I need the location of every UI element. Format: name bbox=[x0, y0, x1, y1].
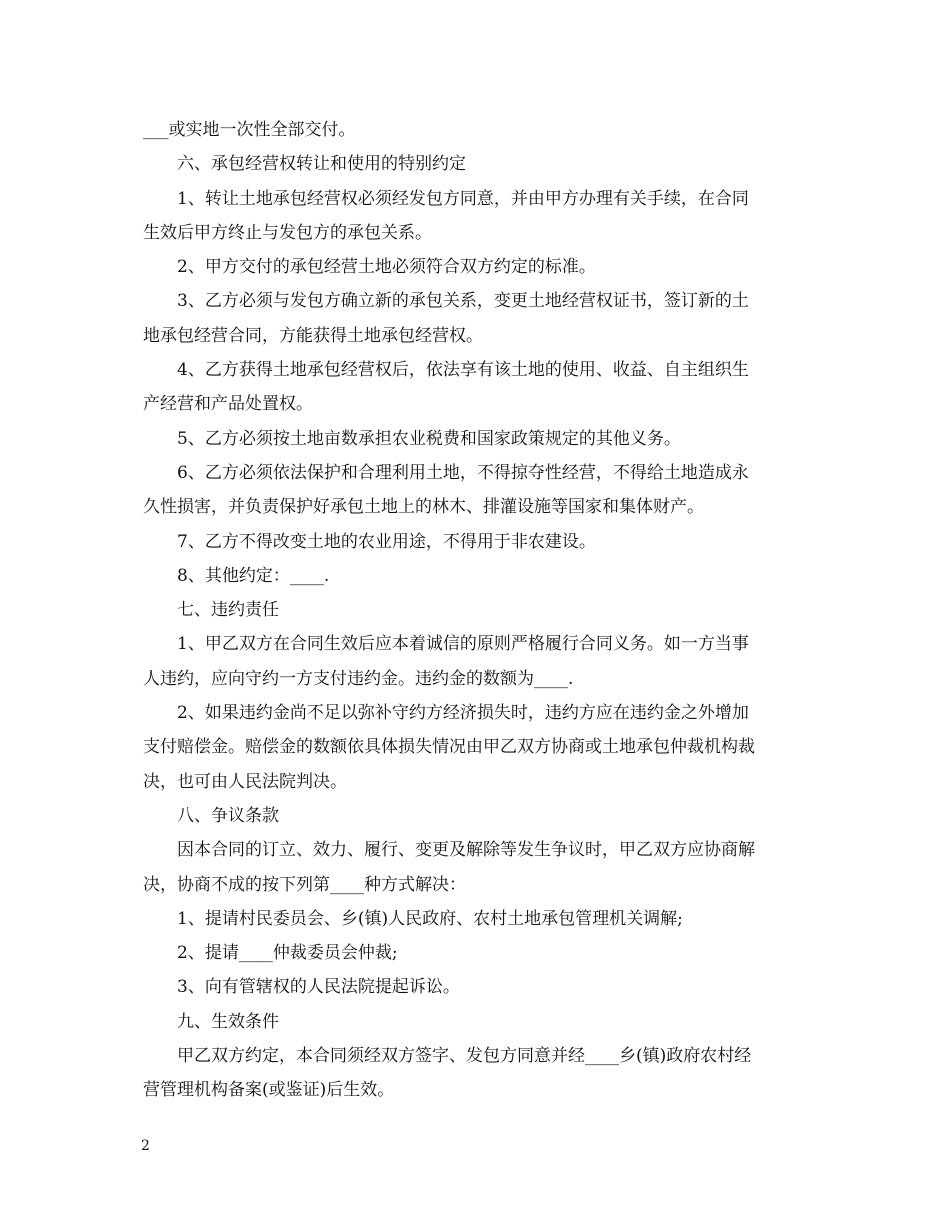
text-line: 久性损害，并负责保护好承包土地上的林木、排灌设施等国家和集体财产。 bbox=[143, 497, 704, 518]
text-line: 八、争议条款 bbox=[177, 805, 279, 826]
text-line: 2、甲方交付的承包经营土地必须符合双方约定的标准。 bbox=[177, 257, 596, 278]
text-line: 因本合同的订立、效力、履行、变更及解除等发生争议时，甲乙双方应协商解 bbox=[177, 840, 755, 861]
text-line: 5、乙方必须按土地亩数承担农业税费和国家政策规定的其他义务。 bbox=[177, 428, 681, 449]
text-line: 九、生效条件 bbox=[177, 1011, 279, 1032]
text-line: 2、提请____仲裁委员会仲裁; bbox=[177, 943, 398, 964]
text-line: 七、违约责任 bbox=[177, 600, 279, 621]
text-line: 决，协商不成的按下列第____种方式解决： bbox=[143, 874, 466, 895]
text-line: 3、向有管辖权的人民法院提起诉讼。 bbox=[177, 977, 460, 998]
text-line: 7、乙方不得改变土地的农业用途，不得用于非农建设。 bbox=[177, 531, 596, 552]
text-line: ___或实地一次性全部交付。 bbox=[143, 120, 356, 140]
text-line: 营管理机构备案(或鉴证)后生效。 bbox=[143, 1080, 395, 1101]
text-line: 3、乙方必须与发包方确立新的承包关系，变更土地经营权证书，签订新的土 bbox=[177, 291, 749, 312]
document-body bbox=[143, 113, 808, 1108]
text-line: 2、如果违约金尚不足以弥补守约方经济损失时，违约方应在违约金之外增加 bbox=[177, 703, 749, 724]
text-line: 决，也可由人民法院判决。 bbox=[143, 771, 347, 792]
text-line: 4、乙方获得土地承包经营权后，依法享有该土地的使用、收益、自主组织生 bbox=[177, 360, 749, 381]
text-line: 1、甲乙双方在合同生效后应本着诚信的原则严格履行合同义务。如一方当事 bbox=[177, 634, 749, 655]
text-line: 人违约，应向守约一方支付违约金。违约金的数额为____. bbox=[143, 668, 574, 689]
text-line: 甲乙双方约定，本合同须经双方签字、发包方同意并经____乡(镇)政府农村经 bbox=[177, 1046, 752, 1067]
text-line: 8、其他约定：____. bbox=[177, 565, 330, 586]
text-line: 六、承包经营权转让和使用的特别约定 bbox=[177, 154, 466, 175]
text-line: 1、转让土地承包经营权必须经发包方同意，并由甲方办理有关手续，在合同 bbox=[177, 188, 749, 209]
text-line: 支付赔偿金。赔偿金的数额依具体损失情况由甲乙双方协商或土地承包仲裁机构裁 bbox=[143, 737, 755, 758]
text-line: 6、乙方必须依法保护和合理利用土地，不得掠夺性经营，不得给土地造成永 bbox=[177, 462, 749, 483]
text-line: 1、提请村民委员会、乡(镇)人民政府、农村土地承包管理机关调解; bbox=[177, 908, 683, 929]
text-line: 产经营和产品处置权。 bbox=[143, 394, 313, 415]
text-line: 地承包经营合同，方能获得土地承包经营权。 bbox=[143, 325, 483, 346]
page-number: 2 bbox=[141, 1138, 150, 1154]
text-line: 生效后甲方终止与发包方的承包关系。 bbox=[143, 222, 432, 243]
